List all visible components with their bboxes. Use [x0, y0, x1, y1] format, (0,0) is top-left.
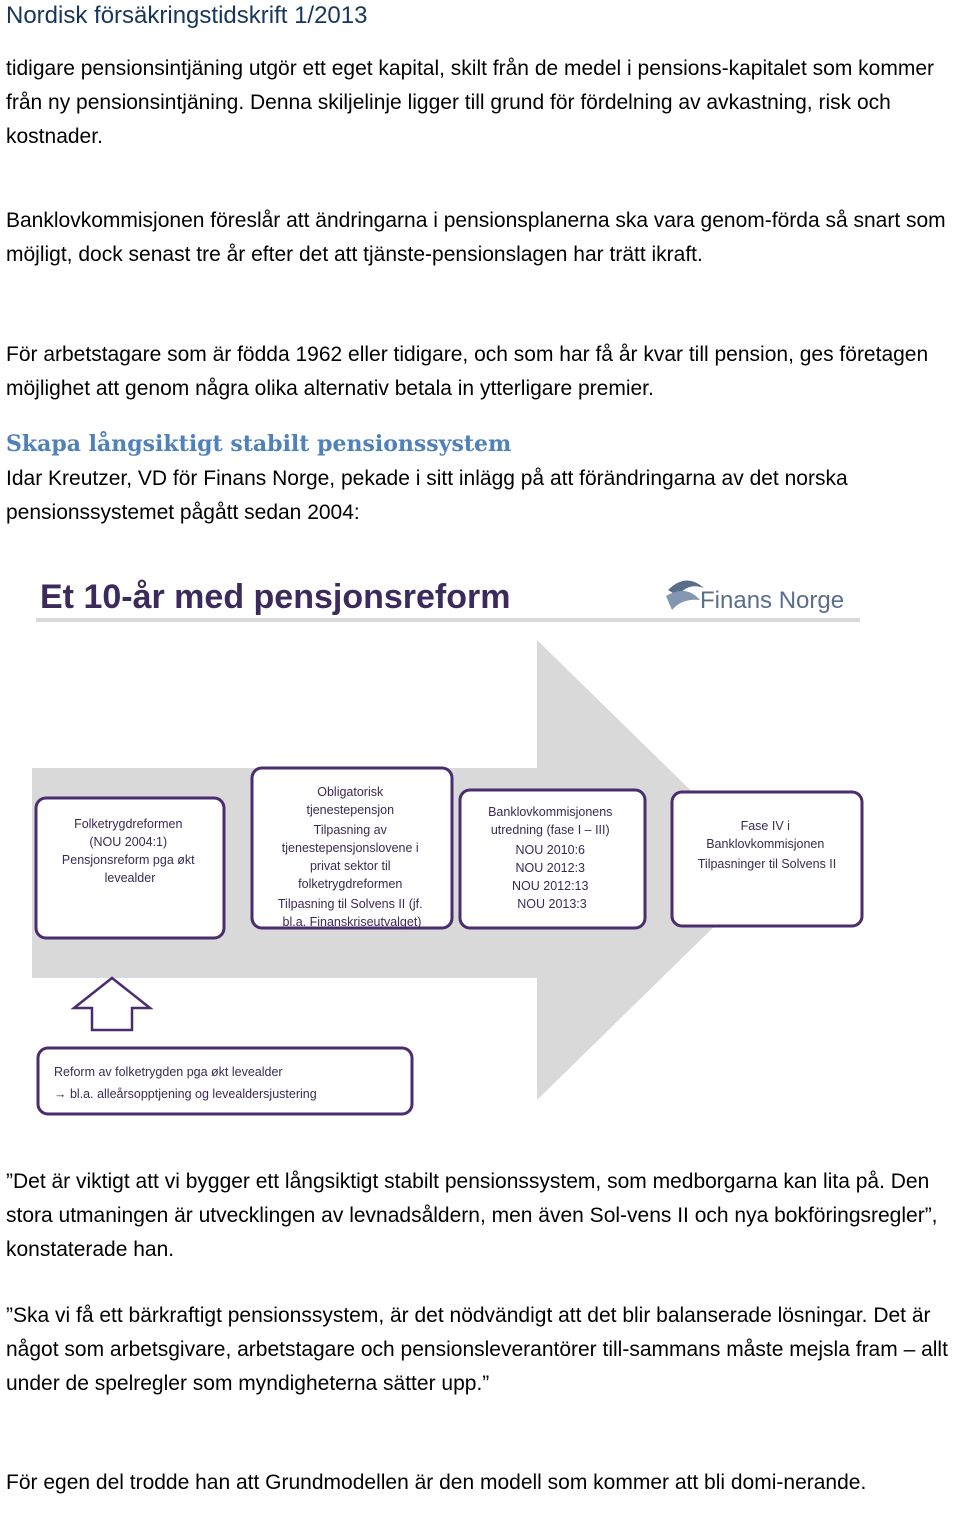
up-arrow-icon — [74, 978, 150, 1030]
box-3-text: Banklovkommisjonens utredning (fase I – III) NOU 2010:6 NOU 2012:3 NOU 2012:13 NOU 2013:3 — [488, 805, 613, 911]
section-heading: Skapa långsiktigt stabilt pensionssystem — [6, 431, 512, 457]
finans-norge-logo — [666, 580, 844, 614]
journal-header: Nordisk försäkringstidskrift 1/2013 — [6, 2, 368, 29]
reform-diagram — [32, 560, 872, 1128]
box-2-text: Obligatorisk tjenestepensjon Tilpasning av tjenestepensjonslovene i privat sektor til folketrygdreformen Tilpasning til Solvens II (jf. bl.a. Finanskriseutvalget) — [277, 785, 423, 929]
bottom-box-text: Reform av folketrygden pga økt levealder → bl.a. alleårsopptjening og levealdersjustering — [54, 1065, 317, 1101]
paragraph-4: Idar Kreutzer, VD för Finans Norge, pekade i sitt inlägg på att förändringarna av det norska pensionssystemet pågått sedan 2004: — [6, 467, 848, 524]
paragraph-3: För arbetstagare som är födda 1962 eller tidigare, och som har få år kvar till pension, ges företagen möjlighet att genom några olika alternativ betala in ytterligare premier. — [6, 343, 929, 400]
box-reform-av-folketrygden — [38, 1048, 412, 1114]
title-rule — [36, 618, 860, 622]
figure-title: Et 10-år med pensjonsreform — [40, 578, 511, 616]
box-4-text: Fase IV i Banklovkommisjonen Tilpasninger til Solvens II — [697, 819, 837, 871]
logo-text: Finans Norge — [700, 587, 845, 614]
paragraph-7: För egen del trodde han att Grundmodellen är den modell som kommer att bli domi-nerande. — [6, 1471, 867, 1494]
quote-paragraph-1: ”Det är viktigt att vi bygger ett långsiktigt stabilt pensionssystem, som medborgarna kan lita på. Den stora utmaningen är utvecklingen av levnadsåldern, men även Sol-vens II och nya bokföringsregler”, konstaterade han. — [6, 1170, 938, 1261]
quote-paragraph-2: ”Ska vi få ett bärkraftigt pensionssystem, är det nödvändigt att det blir balanserade lösningar. Det är något som arbetsgivare, arbetstagare och pensionsleverantörer till-sammans måste mejsla fram – allt under de spelregler som myndigheterna sätter upp.” — [6, 1304, 948, 1395]
box-1-text: Folketrygdreformen (NOU 2004:1) Pensjonsreform pga økt levealder — [61, 817, 195, 885]
reform-figure — [32, 560, 872, 1128]
paragraph-1: tidigare pensionsintjäning utgör ett eget kapital, skilt från de medel i pensions-kapitalet som kommer från ny pensionsintjäning. Denna skiljelinje ligger till grund för fördelning av avkastning, risk och kostnader. — [6, 57, 934, 148]
paragraph-2: Banklovkommisjonen föreslår att ändringarna i pensionsplanerna ska vara genom-förda så snart som möjligt, dock senast tre år efter det att tjänste-pensionslagen har trätt ikraft. — [6, 209, 946, 266]
